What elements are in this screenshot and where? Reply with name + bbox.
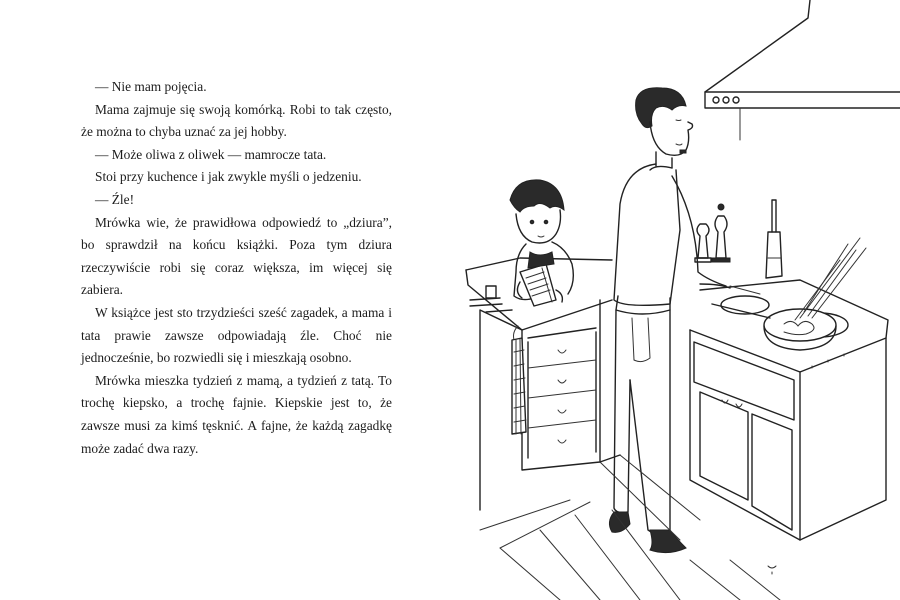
range-hood: [705, 0, 900, 140]
oil-bottle: [766, 200, 782, 278]
paragraph: Mama zajmuje się swoją komórką. Robi to tak często, że można to chyba uznać za jej hobby.: [81, 101, 392, 140]
paragraph: Mrówka wie, że prawidłowa odpowiedź to „dziura”, bo sprawdził na końcu książki. Poza tym dziura rzeczywiście robi się coraz większa, im więcej się zabiera.: [81, 214, 392, 298]
book-text-page: [81, 76, 392, 460]
counter-items: [470, 286, 512, 312]
kitchen-illustration: [440, 0, 900, 600]
paragraph: — Źle!: [95, 191, 135, 207]
smoke: [795, 238, 866, 320]
pepper-mill: [712, 204, 730, 262]
father-figure: [609, 88, 760, 553]
paragraph: Mrówka mieszka tydzień z mamą, a tydzień z tatą. To trochę kiepsko, a trochę fajnie. Kiepskie jest to, że zawsze musi za kimś tęsknić. A fajne, że każdą zagadkę może zadać dwa razy.: [81, 372, 392, 456]
towel: [512, 326, 526, 434]
paragraph: — Może oliwa z oliwek — mamrocze tata.: [95, 146, 327, 162]
paragraph: W książce jest sto trzydzieści sześć zagadek, a mama i tata prawie zawsze odpowiadają źle. Choć nie jednocześnie, bo rozwiedli się i mieszkają osobno.: [81, 304, 392, 366]
paragraph: Stoi przy kuchence i jak zwykle myśli o jedzeniu.: [95, 169, 362, 185]
child-figure: [510, 180, 573, 306]
floor: [480, 455, 780, 600]
paragraph: — Nie mam pojęcia.: [95, 79, 207, 94]
